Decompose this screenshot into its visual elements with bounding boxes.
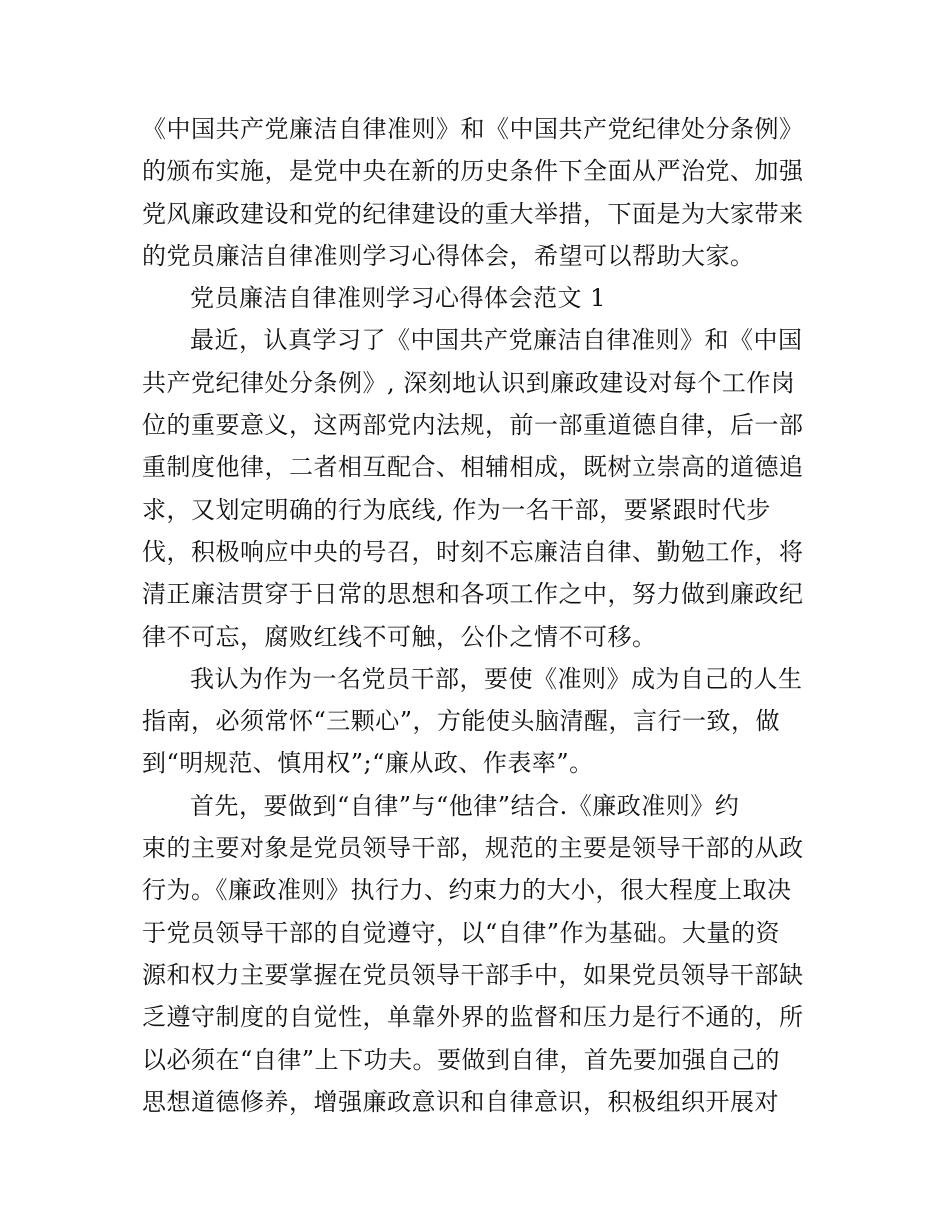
text-line: 以必须在“自律”上下功夫。要做到自律，首先要加强自己的 [142, 1045, 781, 1074]
text-line: 我认为作为一名党员干部，要使《准则》成为自己的人生 [190, 664, 803, 693]
document-body [142, 108, 814, 1123]
text-line: 的党员廉洁自律准则学习心得体会，希望可以帮助大家。 [142, 241, 755, 270]
text-line: 《中国共产党廉洁自律准则》和《中国共产党纪律处分条例》 [142, 115, 804, 143]
text-line: 束的主要对象是党员领导干部，规范的主要是领导干部的从政 [142, 834, 804, 863]
intro-paragraph [142, 108, 814, 277]
text-line: 党风廉政建设和党的纪律建设的重大举措，下面是为大家带来 [142, 199, 804, 228]
text-line: 乏遵守制度的自觉性，单靠外界的监督和压力是行不通的，所 [142, 1003, 804, 1032]
text-line: 求，又划定明确的行为底线, 作为一名干部，要紧跟时代步 [142, 495, 771, 524]
text-line: 伐，积极响应中央的号召，时刻不忘廉洁自律、勤勉工作，将 [142, 537, 804, 566]
text-line: 行为。《廉政准则》执行力、约束力的大小，很大程度上取决 [142, 876, 792, 905]
text-line: 思想道德修养，增强廉政意识和自律意识，积极组织开展对 [142, 1087, 779, 1116]
text-line: 于党员领导干部的自觉遵守，以“自律”作为基础。大量的资 [142, 918, 781, 947]
text-line: 指南，必须常怀“三颗心”，方能使头脑清醒，言行一致，做 [142, 707, 781, 736]
text-line: 首先，要做到“自律”与“他律”结合.《廉政准则》约 [190, 791, 740, 820]
body-paragraph-1 [142, 319, 814, 657]
text-line: 最近，认真学习了《中国共产党廉洁自律准则》和《中国 [190, 326, 803, 355]
text-line: 的颁布实施，是党中央在新的历史条件下全面从严治党、加强 [142, 157, 804, 186]
body-paragraph-2 [142, 658, 814, 785]
text-line: 共产党纪律处分条例》, 深刻地认识到廉政建设对每个工作岗 [142, 368, 796, 397]
text-line: 位的重要意义，这两部党内法规，前一部重道德自律，后一部 [142, 411, 804, 440]
section-heading [142, 277, 814, 319]
text-line: 源和权力主要掌握在党员领导干部手中，如果党员领导干部缺 [142, 960, 804, 989]
text-line: 党员廉洁自律准则学习心得体会范文 1 [190, 284, 606, 313]
text-line: 律不可忘，腐败红线不可触，公仆之情不可移。 [142, 622, 657, 651]
text-line: 到“明规范、慎用权”;“廉从政、作表率”。 [142, 749, 594, 778]
text-line: 重制度他律，二者相互配合、相辅相成，既树立崇高的道德追 [142, 453, 804, 482]
text-line: 清正廉洁贯穿于日常的思想和各项工作之中，努力做到廉政纪 [142, 580, 804, 609]
body-paragraph-3 [142, 785, 814, 1123]
